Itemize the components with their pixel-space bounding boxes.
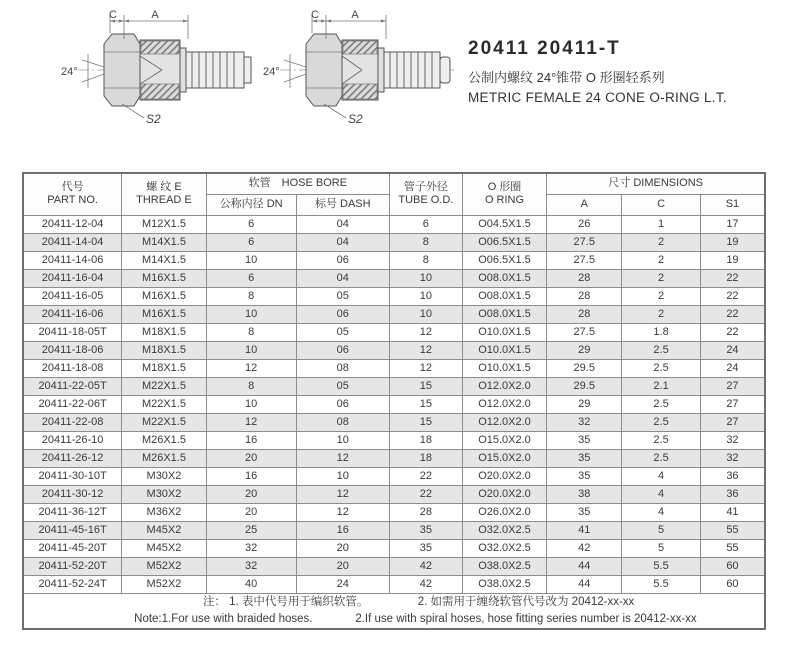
table-cell: 10 [390, 269, 463, 287]
dim-a-label: A [351, 9, 359, 21]
table-cell: 16 [206, 431, 296, 449]
table-row [23, 215, 765, 233]
table-cell: 22 [700, 305, 765, 323]
table-cell: 24 [700, 359, 765, 377]
table-cell: 20 [206, 449, 296, 467]
table-cell: 60 [700, 575, 765, 593]
table-cell: 2 [622, 233, 701, 251]
table-cell: 29.5 [547, 359, 622, 377]
table-cell: 6 [206, 215, 296, 233]
table-cell: O08.0X1.5 [462, 269, 547, 287]
page-title: 20411 20411-T [468, 38, 621, 59]
col-header-part-no-cn: 代号 [61, 181, 84, 194]
table-cell: 20411-18-05T [23, 323, 122, 341]
table-cell: O15.0X2.0 [462, 449, 547, 467]
table-cell: 2 [622, 251, 701, 269]
table-cell: 20411-16-06 [23, 305, 122, 323]
table-row [23, 431, 765, 449]
table-cell: M18X1.5 [122, 341, 207, 359]
table-cell: 24 [296, 575, 389, 593]
table-cell: 25 [206, 521, 296, 539]
table-cell: 20 [206, 485, 296, 503]
table-cell: 40 [206, 575, 296, 593]
table-cell: 8 [206, 323, 296, 341]
table-row [23, 467, 765, 485]
table-cell: O08.0X1.5 [462, 287, 547, 305]
fitting-drawing [260, 8, 458, 130]
col-header-tube-cn: 管子外径 [403, 181, 448, 194]
table-cell: M30X2 [122, 485, 207, 503]
table-cell: O10.0X1.5 [462, 359, 547, 377]
table-cell: 06 [296, 395, 389, 413]
table-cell: O20.0X2.0 [462, 485, 547, 503]
table-cell: M12X1.5 [122, 215, 207, 233]
title-block [468, 38, 727, 105]
table-cell: O38.0X2.5 [462, 575, 547, 593]
table-cell: 12 [390, 323, 463, 341]
dim-c-label: C [109, 9, 117, 21]
table-row [23, 251, 765, 269]
table-cell: 22 [390, 467, 463, 485]
col-header-part-no-en: PART NO. [47, 194, 98, 207]
table-cell: M22X1.5 [122, 377, 207, 395]
table-cell: O12.0X2.0 [462, 413, 547, 431]
table-cell: M36X2 [122, 503, 207, 521]
table-cell: 6 [206, 233, 296, 251]
table-cell: 44 [547, 557, 622, 575]
shell-section-hatch [141, 84, 179, 99]
table-cell: 2 [622, 269, 701, 287]
table-row [23, 575, 765, 593]
table-row [23, 413, 765, 431]
stem-collar [180, 48, 186, 92]
notes [23, 593, 765, 629]
table-cell: 20411-22-05T [23, 377, 122, 395]
table-cell: O26.0X2.0 [462, 503, 547, 521]
table-cell: 15 [390, 413, 463, 431]
shell-section-hatch [343, 41, 377, 54]
col-header-thread-en: THREAD E [136, 194, 192, 207]
table-cell: O10.0X1.5 [462, 323, 547, 341]
table-cell: 04 [296, 215, 389, 233]
table-cell: 06 [296, 251, 389, 269]
note-en-1: Note:1.For use with braided hoses. [134, 612, 313, 625]
fitting-diagram-left [58, 8, 256, 135]
shell-section-hatch [343, 84, 377, 99]
table-cell: 20 [296, 557, 389, 575]
table-cell: 05 [296, 287, 389, 305]
table-cell: 15 [390, 377, 463, 395]
table-cell: 10 [296, 467, 389, 485]
table-cell: 04 [296, 269, 389, 287]
table-cell: 20411-16-05 [23, 287, 122, 305]
subtitle-chinese: 公制内螺纹 24°锥带 O 形圈轻系列 [468, 70, 665, 85]
table-cell: 12 [206, 413, 296, 431]
subtitle-english: METRIC FEMALE 24 CONE O-RING L.T. [468, 90, 727, 105]
table-cell: 35 [390, 521, 463, 539]
table-cell: 20411-16-04 [23, 269, 122, 287]
col-header-tube-en: TUBE O.D. [398, 194, 454, 207]
table-cell: 20411-12-04 [23, 215, 122, 233]
table-cell: M22X1.5 [122, 395, 207, 413]
table-cell: 10 [206, 305, 296, 323]
table-row [23, 395, 765, 413]
table-cell: 20411-52-24T [23, 575, 122, 593]
table-cell: 20411-45-16T [23, 521, 122, 539]
table-cell: 35 [547, 449, 622, 467]
table-row [23, 359, 765, 377]
fitting-drawing [58, 8, 256, 130]
note-cn-1: 注： 1. 表中代号用于编织软管。 [202, 595, 369, 608]
table-cell: 28 [547, 287, 622, 305]
table-cell: 5.5 [622, 575, 701, 593]
table-cell: 27.5 [547, 323, 622, 341]
table-cell: M16X1.5 [122, 287, 207, 305]
table-cell: 32 [206, 557, 296, 575]
table-cell: 20411-36-12T [23, 503, 122, 521]
table-cell: 20411-45-20T [23, 539, 122, 557]
col-header-hose-bore: 软管 HOSE BORE [206, 173, 389, 194]
angle-label: 24° [263, 66, 280, 78]
table-cell: M18X1.5 [122, 359, 207, 377]
table-cell: M14X1.5 [122, 233, 207, 251]
table-row [23, 287, 765, 305]
col-header-thread [122, 173, 207, 215]
table-cell: M45X2 [122, 521, 207, 539]
table-cell: 06 [296, 305, 389, 323]
table-cell: 05 [296, 323, 389, 341]
table-cell: 8 [206, 287, 296, 305]
note-line-en [26, 611, 762, 628]
table-cell: M22X1.5 [122, 413, 207, 431]
table-cell: 27 [700, 377, 765, 395]
table-cell: 20411-18-08 [23, 359, 122, 377]
table-cell: O08.0X1.5 [462, 305, 547, 323]
table-cell: 15 [390, 395, 463, 413]
table-cell: 20411-18-06 [23, 341, 122, 359]
table-cell: 26 [547, 215, 622, 233]
table-cell: M26X1.5 [122, 449, 207, 467]
table-row [23, 503, 765, 521]
table-cell: O38.0X2.5 [462, 557, 547, 575]
table-cell: 5.5 [622, 557, 701, 575]
specs-table [22, 172, 766, 630]
table-cell: 22 [700, 287, 765, 305]
table-cell: 18 [390, 449, 463, 467]
s2-label: S2 [348, 112, 363, 126]
table-body [23, 215, 765, 593]
col-header-tube-od [390, 173, 463, 215]
table-cell: M30X2 [122, 467, 207, 485]
hex-nut [306, 34, 342, 106]
table-cell: 10 [390, 287, 463, 305]
table-cell: 08 [296, 413, 389, 431]
table-cell: 12 [206, 359, 296, 377]
table-cell: 20411-30-12 [23, 485, 122, 503]
table-cell: 32 [700, 431, 765, 449]
header-row-1 [23, 173, 765, 194]
col-header-c: C [622, 194, 701, 215]
table-cell: 20411-14-04 [23, 233, 122, 251]
table-cell: 20411-22-06T [23, 395, 122, 413]
table-cell: 20411-30-10T [23, 467, 122, 485]
table-cell: 20 [296, 539, 389, 557]
table-cell: 29 [547, 341, 622, 359]
table-cell: 4 [622, 485, 701, 503]
table-cell: 17 [700, 215, 765, 233]
table-cell: 8 [206, 377, 296, 395]
table-cell: 41 [700, 503, 765, 521]
table-cell: O32.0X2.5 [462, 539, 547, 557]
table-cell: 28 [547, 305, 622, 323]
table-cell: O15.0X2.0 [462, 431, 547, 449]
col-header-dn: 公称内径 DN [206, 194, 296, 215]
table-cell: 32 [700, 449, 765, 467]
col-header-a: A [547, 194, 622, 215]
table-cell: M16X1.5 [122, 305, 207, 323]
table-cell: 2.5 [622, 413, 701, 431]
table-cell: 05 [296, 377, 389, 395]
table-cell: O32.0X2.5 [462, 521, 547, 539]
table-row [23, 377, 765, 395]
notes-row [23, 593, 765, 629]
col-header-o-ring [462, 173, 547, 215]
table-cell: 22 [390, 485, 463, 503]
table-row [23, 557, 765, 575]
table-cell: 16 [206, 467, 296, 485]
table-cell: O06.5X1.5 [462, 251, 547, 269]
table-cell: 16 [296, 521, 389, 539]
shell-section-hatch [141, 41, 179, 54]
table-cell: 32 [206, 539, 296, 557]
table-cell: 20411-22-08 [23, 413, 122, 431]
dim-a-label: A [151, 9, 159, 21]
table-cell: 5 [622, 521, 701, 539]
table-cell: 42 [547, 539, 622, 557]
angle-label: 24° [61, 66, 78, 78]
note-line-cn [26, 594, 762, 611]
table-cell: 29.5 [547, 377, 622, 395]
table-cell: O20.0X2.0 [462, 467, 547, 485]
fitting-diagram-right [260, 8, 458, 135]
table-cell: O12.0X2.0 [462, 395, 547, 413]
table-row [23, 539, 765, 557]
table-cell: 2.5 [622, 341, 701, 359]
table-cell: M18X1.5 [122, 323, 207, 341]
note-cn-2: 2. 如需用于缠绕软管代号改为 20412-xx-xx [417, 595, 635, 608]
table-cell: 20411-14-06 [23, 251, 122, 269]
stem-collar [378, 48, 384, 92]
table-cell: 27 [700, 413, 765, 431]
table-cell: 2.5 [622, 359, 701, 377]
stem-tip [440, 57, 450, 83]
table-cell: 4 [622, 467, 701, 485]
table-cell: 27 [700, 395, 765, 413]
table-cell: 20 [206, 503, 296, 521]
table-cell: 28 [390, 503, 463, 521]
table-cell: 5 [622, 539, 701, 557]
table-cell: 35 [547, 431, 622, 449]
table-cell: 60 [700, 557, 765, 575]
table-row [23, 269, 765, 287]
table-cell: M16X1.5 [122, 269, 207, 287]
table-cell: 12 [296, 449, 389, 467]
table-cell: 42 [390, 575, 463, 593]
table-cell: 2.1 [622, 377, 701, 395]
col-header-s1: S1 [700, 194, 765, 215]
table-cell: 35 [390, 539, 463, 557]
table-cell: 22 [700, 269, 765, 287]
table-cell: M52X2 [122, 575, 207, 593]
table-cell: 6 [390, 215, 463, 233]
note-en-2: 2.If use with spiral hoses, hose fitting series number is 20412-xx-xx [355, 612, 697, 625]
table-cell: 35 [547, 503, 622, 521]
angle-leader-lines [82, 54, 104, 88]
table-cell: 10 [206, 341, 296, 359]
table-cell: 10 [296, 431, 389, 449]
col-header-thread-cn: 螺 纹 E [146, 181, 182, 194]
table-cell: 22 [700, 323, 765, 341]
table-row [23, 341, 765, 359]
table-cell: 12 [390, 359, 463, 377]
table-cell: 28 [547, 269, 622, 287]
col-header-oring-en: O RING [484, 194, 525, 207]
s2-label: S2 [146, 112, 161, 126]
table-cell: 6 [206, 269, 296, 287]
table-cell: 8 [390, 251, 463, 269]
table-cell: 55 [700, 521, 765, 539]
col-header-dash: 标号 DASH [296, 194, 389, 215]
table-cell: 38 [547, 485, 622, 503]
table-cell: 2.5 [622, 449, 701, 467]
table-cell: 55 [700, 539, 765, 557]
table-cell: 10 [206, 395, 296, 413]
table-row [23, 485, 765, 503]
table-cell: 32 [547, 413, 622, 431]
table-cell: 2 [622, 305, 701, 323]
table-cell: 2 [622, 287, 701, 305]
table-cell: M52X2 [122, 557, 207, 575]
table-cell: 10 [206, 251, 296, 269]
table-cell: 44 [547, 575, 622, 593]
table-cell: M14X1.5 [122, 251, 207, 269]
table-cell: 4 [622, 503, 701, 521]
table-row [23, 233, 765, 251]
table-cell: O10.0X1.5 [462, 341, 547, 359]
table-cell: 42 [390, 557, 463, 575]
table-cell: 04 [296, 233, 389, 251]
col-header-part-no [23, 173, 122, 215]
table-cell: 29 [547, 395, 622, 413]
table-cell: 27.5 [547, 233, 622, 251]
table-cell: 2.5 [622, 431, 701, 449]
table-cell: O04.5X1.5 [462, 215, 547, 233]
table-cell: 12 [296, 485, 389, 503]
col-header-dimensions: 尺寸 DIMENSIONS [547, 173, 765, 194]
table-cell: 20411-52-20T [23, 557, 122, 575]
table-cell: 8 [390, 233, 463, 251]
table-cell: M26X1.5 [122, 431, 207, 449]
table-cell: 19 [700, 233, 765, 251]
table-cell: 12 [390, 341, 463, 359]
table-cell: 20411-26-10 [23, 431, 122, 449]
angle-leader-lines [284, 54, 306, 88]
table-cell: O06.5X1.5 [462, 233, 547, 251]
stem-tip [244, 57, 251, 83]
table-cell: 12 [296, 503, 389, 521]
table-cell: 24 [700, 341, 765, 359]
table-cell: 2.5 [622, 395, 701, 413]
hex-nut [104, 34, 140, 106]
table-cell: 06 [296, 341, 389, 359]
col-header-oring-cn: O 形圈 [487, 181, 522, 194]
table-cell: M45X2 [122, 539, 207, 557]
dim-c-label: C [311, 9, 319, 21]
table-cell: O12.0X2.0 [462, 377, 547, 395]
table-cell: 18 [390, 431, 463, 449]
table-cell: 36 [700, 485, 765, 503]
table-cell: 08 [296, 359, 389, 377]
table-cell: 1 [622, 215, 701, 233]
table-row [23, 521, 765, 539]
table-cell: 20411-26-12 [23, 449, 122, 467]
table-row [23, 305, 765, 323]
table-cell: 35 [547, 467, 622, 485]
table-row [23, 323, 765, 341]
table-cell: 27.5 [547, 251, 622, 269]
table-cell: 10 [390, 305, 463, 323]
table-cell: 36 [700, 467, 765, 485]
table-row [23, 449, 765, 467]
table-cell: 1.8 [622, 323, 701, 341]
table-cell: 19 [700, 251, 765, 269]
table-cell: 41 [547, 521, 622, 539]
hose-stem [186, 52, 244, 88]
